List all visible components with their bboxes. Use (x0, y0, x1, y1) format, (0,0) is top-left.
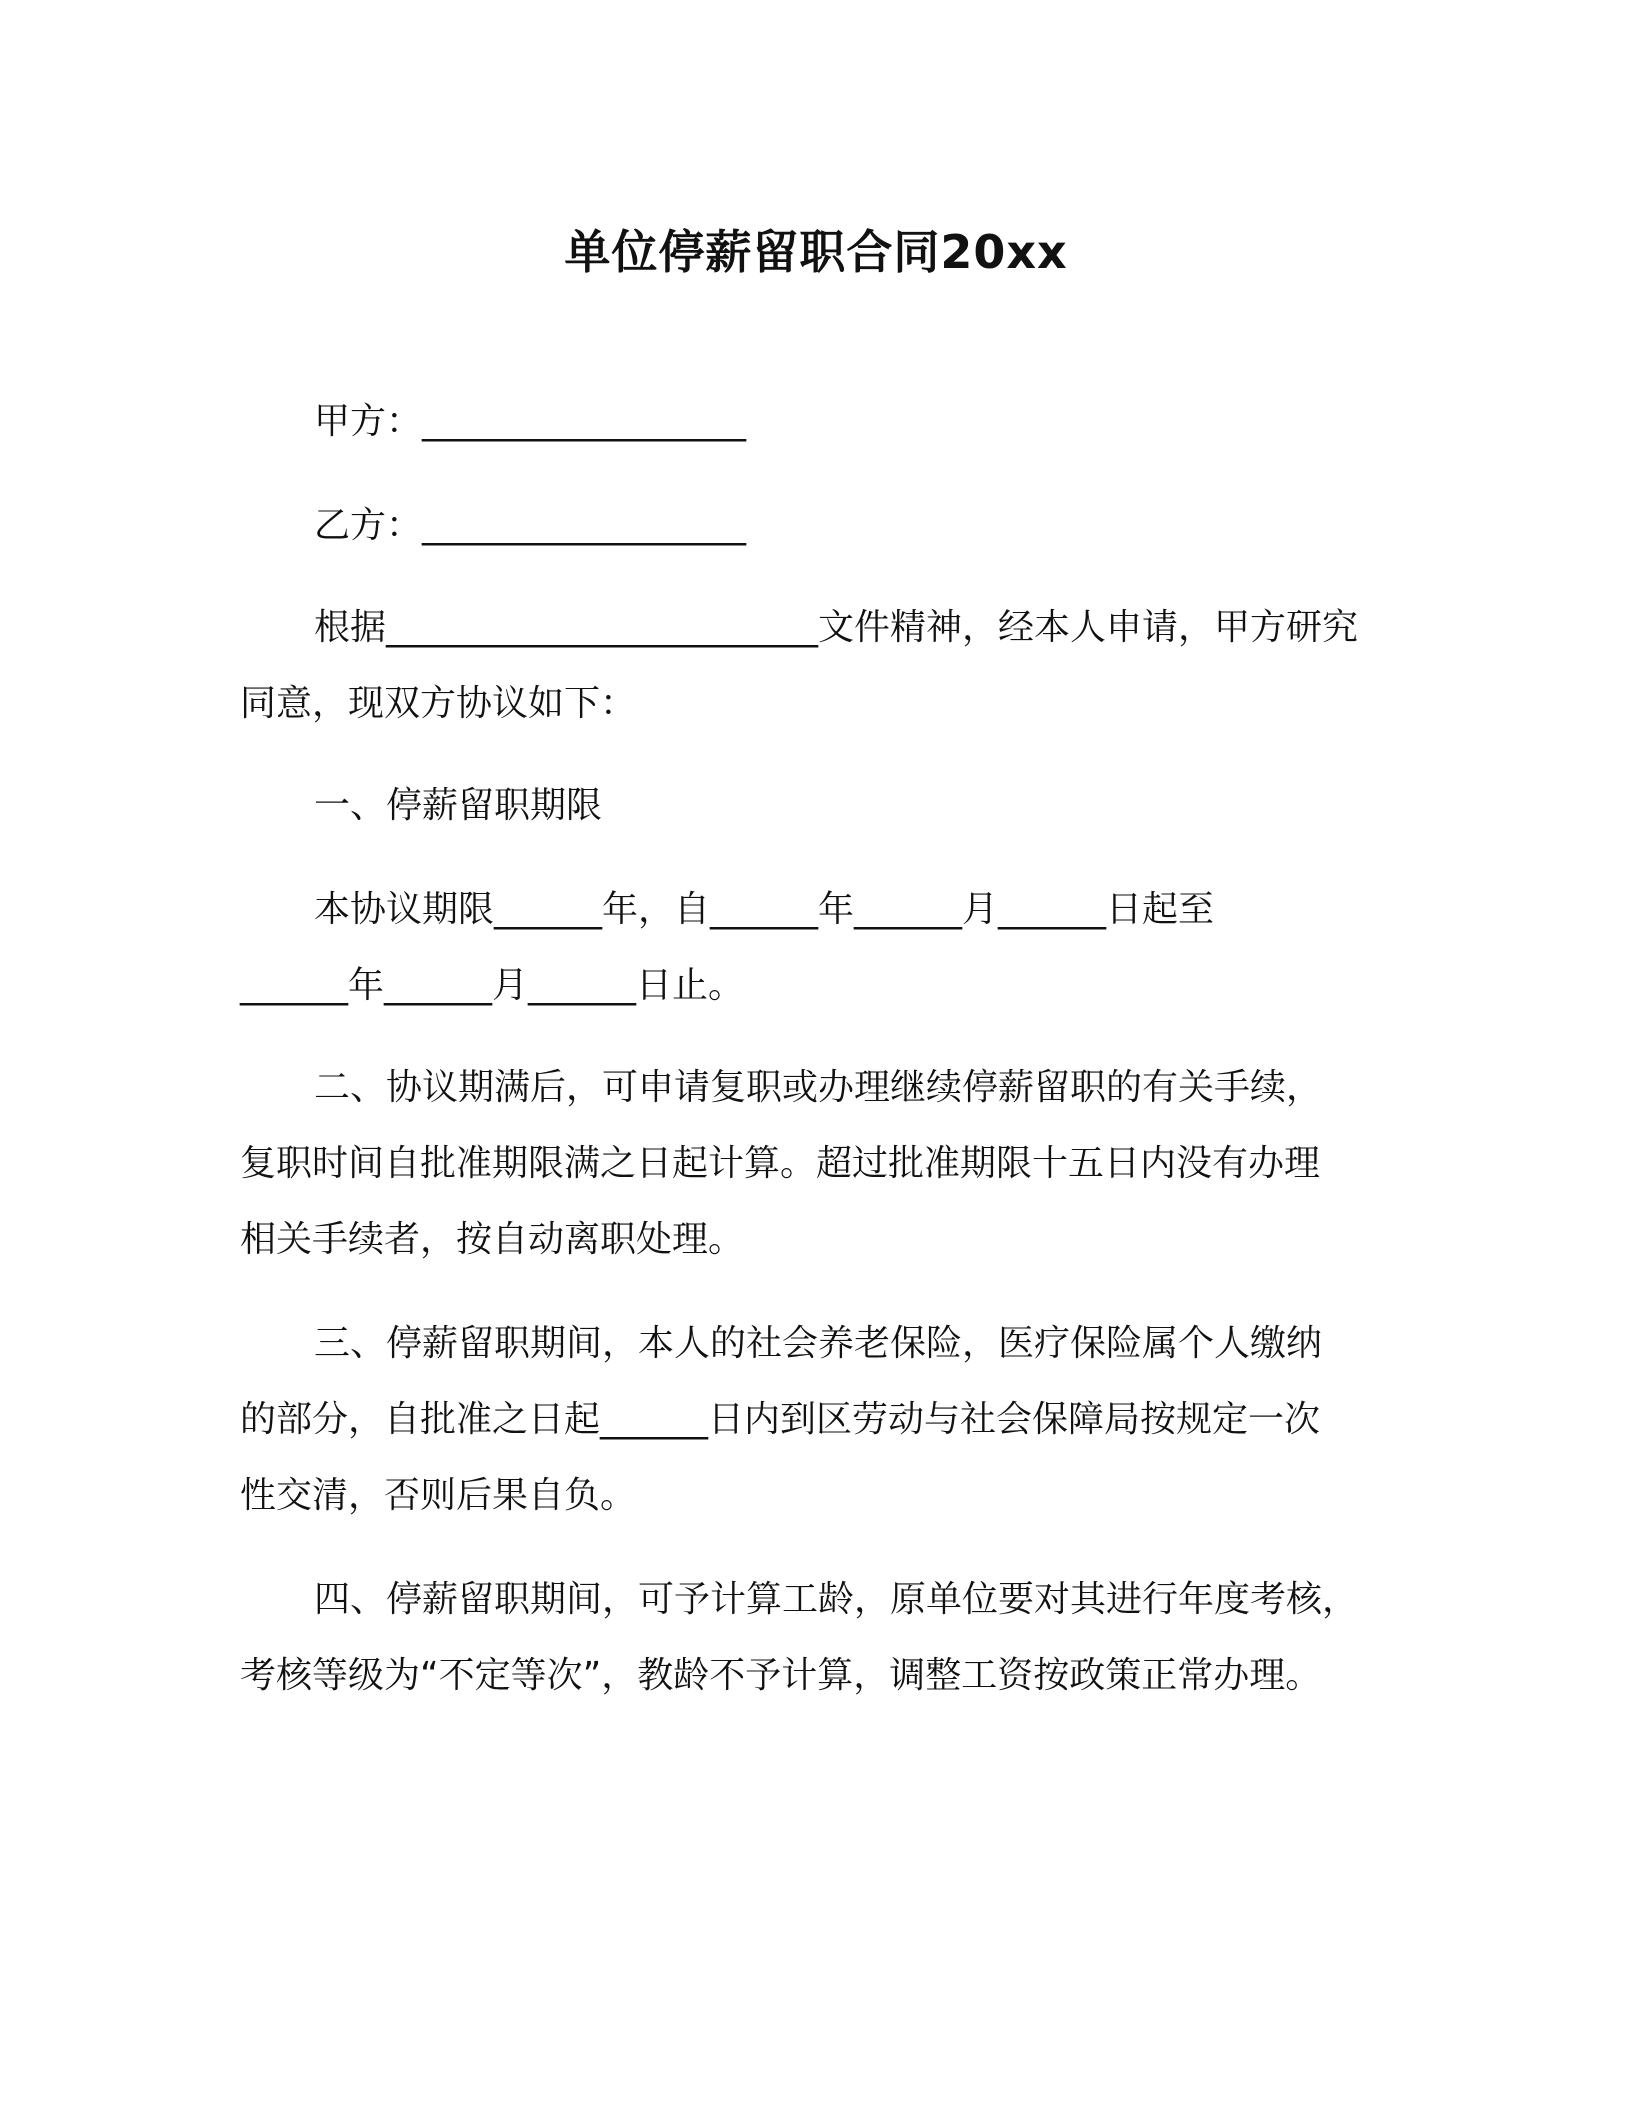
section-1-heading: 一、停薪留职期限 (314, 785, 603, 826)
section-2-line-3: 相关手续者，按自动离职处理。 (240, 1219, 745, 1260)
section-3-line-1: 三、停薪留职期间，本人的社会养老保险，医疗保险属个人缴纳 (314, 1323, 1323, 1364)
section-2-line-1: 二、协议期满后，可申请复职或办理继续停薪留职的有关手续， (314, 1067, 1323, 1108)
preamble-line-1: 根据________________________文件精神，经本人申请，甲方研究 (314, 607, 1359, 648)
preamble-line-2: 同意，现双方协议如下： (240, 683, 637, 724)
section-2-line-2: 复职时间自批准期限满之日起计算。超过批准期限十五日内没有办理 (240, 1143, 1321, 1184)
section-3-line-3: 性交清，否则后果自负。 (240, 1475, 637, 1516)
party-a-line: 甲方：__________________ (314, 401, 747, 442)
section-3-line-2: 的部分，自批准之日起______日内到区劳动与社会保障局按规定一次 (240, 1399, 1321, 1440)
section-1-line-1: 本协议期限______年，自______年______月______日起至 (314, 889, 1215, 930)
document-title: 单位停薪留职合同20xx (564, 225, 1068, 279)
section-4-line-1: 四、停薪留职期间，可予计算工龄，原单位要对其进行年度考核， (314, 1579, 1359, 1620)
section-1-line-2: ______年______月______日止。 (240, 965, 745, 1006)
party-b-line: 乙方：__________________ (314, 505, 747, 546)
section-4-line-2: 考核等级为“不定等次”，教龄不予计算，调整工资按政策正常办理。 (240, 1655, 1322, 1696)
